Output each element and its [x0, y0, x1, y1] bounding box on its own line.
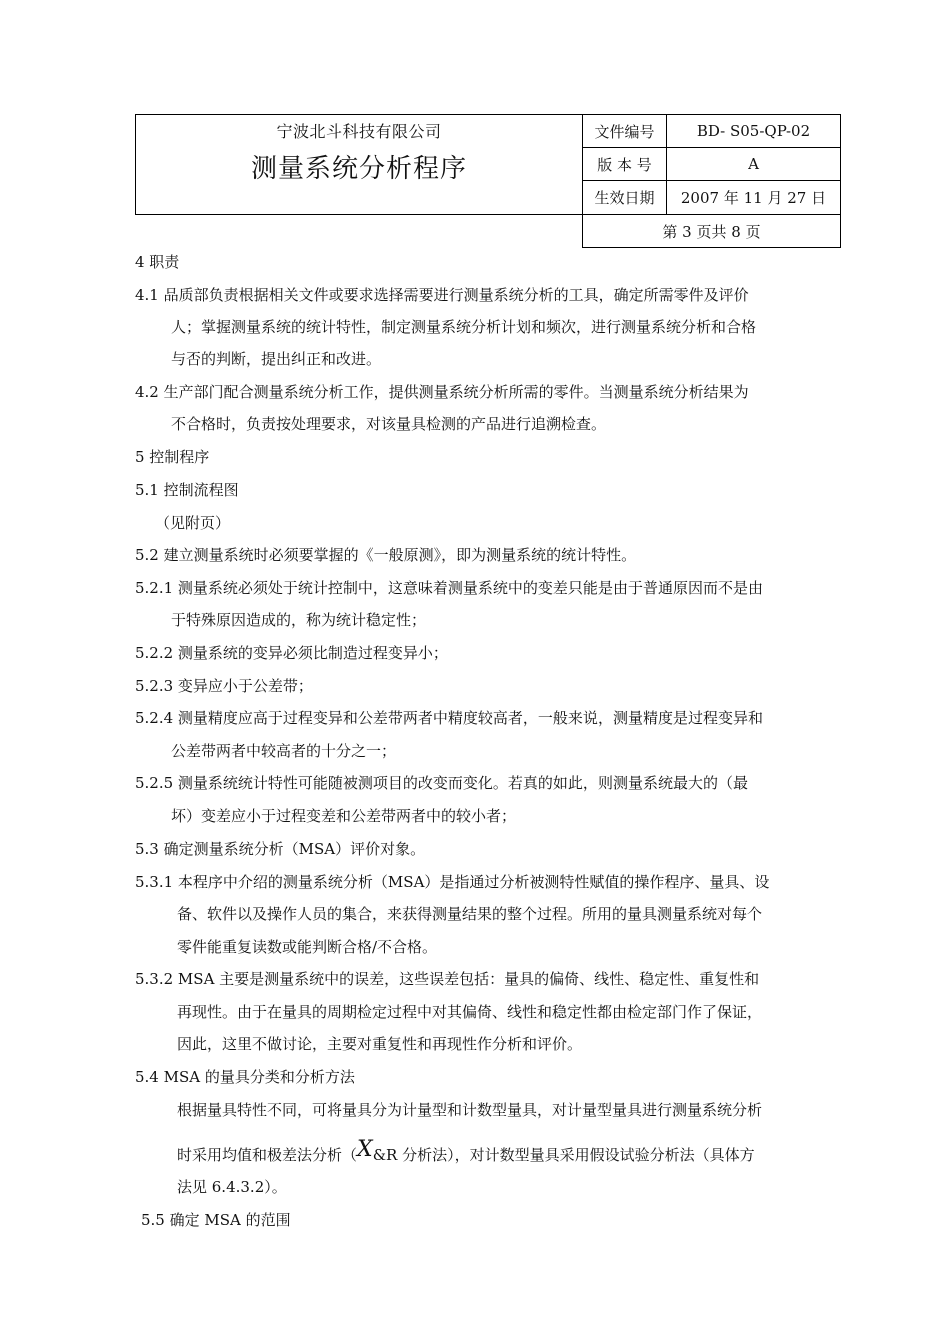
para-4-2-line-1: 4.2 生产部门配合测量系统分析工作，提供测量系统分析所需的零件。当测量系统分析结果为 — [135, 383, 749, 401]
effective-date-label: 生效日期 — [583, 181, 667, 215]
para-5-2-1-line-2: 于特殊原因造成的，称为统计稳定性； — [171, 611, 427, 629]
para-5-3-2-line-3: 因此，这里不做讨论，主要对重复性和再现性作分析和评价。 — [177, 1035, 583, 1053]
section-4-heading: 4 职责 — [135, 253, 180, 271]
para-5-3: 5.3 确定测量系统分析（MSA）评价对象。 — [135, 840, 426, 858]
see-attachment-note: （见附页） — [155, 514, 231, 532]
company-name: 宁波北斗科技有限公司 — [276, 122, 442, 141]
para-4-1-line-2: 人；掌握测量系统的统计特性，制定测量系统分析计划和频次，进行测量系统分析和合格 — [171, 318, 757, 336]
para-5-4-line-2-part-1: 时采用均值和极差法分析（ — [177, 1146, 358, 1164]
doc-number-value: BD- S05-QP-02 — [667, 115, 841, 148]
para-4-1-line-3: 与否的判断，提出纠正和改进。 — [171, 350, 382, 368]
para-5-2-4-line-2: 公差带两者中较高者的十分之一； — [171, 742, 397, 760]
para-5-3-1-line-3: 零件能重复读数或能判断合格/不合格。 — [177, 938, 438, 956]
para-5-2-4-line-1: 5.2.4 测量精度应高于过程变异和公差带两者中精度较高者，一般来说，测量精度是过程变异和 — [135, 709, 763, 727]
para-5-4-line-3: 法见 6.4.3.2）。 — [177, 1178, 287, 1196]
para-5-3-2-line-2: 再现性。由于在量具的周期检定过程中对其偏倚、线性和稳定性都由检定部门作了保证， — [177, 1003, 763, 1021]
blank-cell — [136, 215, 583, 248]
company-cell — [136, 115, 583, 215]
para-4-1-line-1: 4.1 品质部负责根据相关文件或要求选择需要进行测量系统分析的工具，确定所需零件及评价 — [135, 286, 749, 304]
para-5-2-5-line-2: 坏）变差应小于过程变差和公差带两者中的较小者； — [171, 807, 517, 825]
doc-number-label: 文件编号 — [583, 115, 667, 148]
para-5-3-1-line-1: 5.3.1 本程序中介绍的测量系统分析（MSA）是指通过分析被测特性赋值的操作程序、量具、设 — [135, 873, 770, 891]
para-5-4-line-2 — [177, 1137, 755, 1165]
effective-date-value: 2007 年 11 月 27 日 — [667, 181, 841, 215]
para-5-3-1-line-2: 备、软件以及操作人员的集合，来获得测量结果的整个过程。所用的量具测量系统对每个 — [177, 905, 763, 923]
version-value: A — [667, 148, 841, 181]
document-header-table — [135, 114, 841, 248]
para-5-2-1-line-1: 5.2.1 测量系统必须处于统计控制中，这意味着测量系统中的变差只能是由于普通原因而不是由 — [135, 579, 763, 597]
x-bar-symbol: X — [357, 1137, 373, 1162]
para-5-4-line-1: 根据量具特性不同，可将量具分为计量型和计数型量具，对计量型量具进行测量系统分析 — [177, 1101, 763, 1119]
section-5-1-heading: 5.1 控制流程图 — [135, 481, 239, 499]
para-5-4-line-2-part-2: &R 分析法），对计数型量具采用假设试验分析法（具体方 — [372, 1146, 755, 1164]
section-5-heading: 5 控制程序 — [135, 448, 210, 466]
para-5-3-2-line-1: 5.3.2 MSA 主要是测量系统中的误差，这些误差包括：量具的偏倚、线性、稳定性、重复性和 — [135, 970, 760, 988]
version-label: 版 本 号 — [583, 148, 667, 181]
para-5-2: 5.2 建立测量系统时必须要掌握的《一般原测》，即为测量系统的统计特性。 — [135, 546, 637, 564]
page-indicator: 第 3 页共 8 页 — [583, 215, 841, 248]
section-5-4-heading: 5.4 MSA 的量具分类和分析方法 — [135, 1068, 355, 1086]
para-5-2-3: 5.2.3 变异应小于公差带； — [135, 677, 313, 695]
para-4-2-line-2: 不合格时，负责按处理要求，对该量具检测的产品进行追溯检查。 — [171, 415, 607, 433]
para-5-2-2: 5.2.2 测量系统的变异必须比制造过程变异小； — [135, 644, 448, 662]
para-5-2-5-line-1: 5.2.5 测量系统统计特性可能随被测项目的改变而变化。若真的如此，则测量系统最大的（最 — [135, 774, 748, 792]
section-5-5-heading: 5.5 确定 MSA 的范围 — [141, 1211, 291, 1229]
document-title: 测量系统分析程序 — [250, 154, 467, 184]
